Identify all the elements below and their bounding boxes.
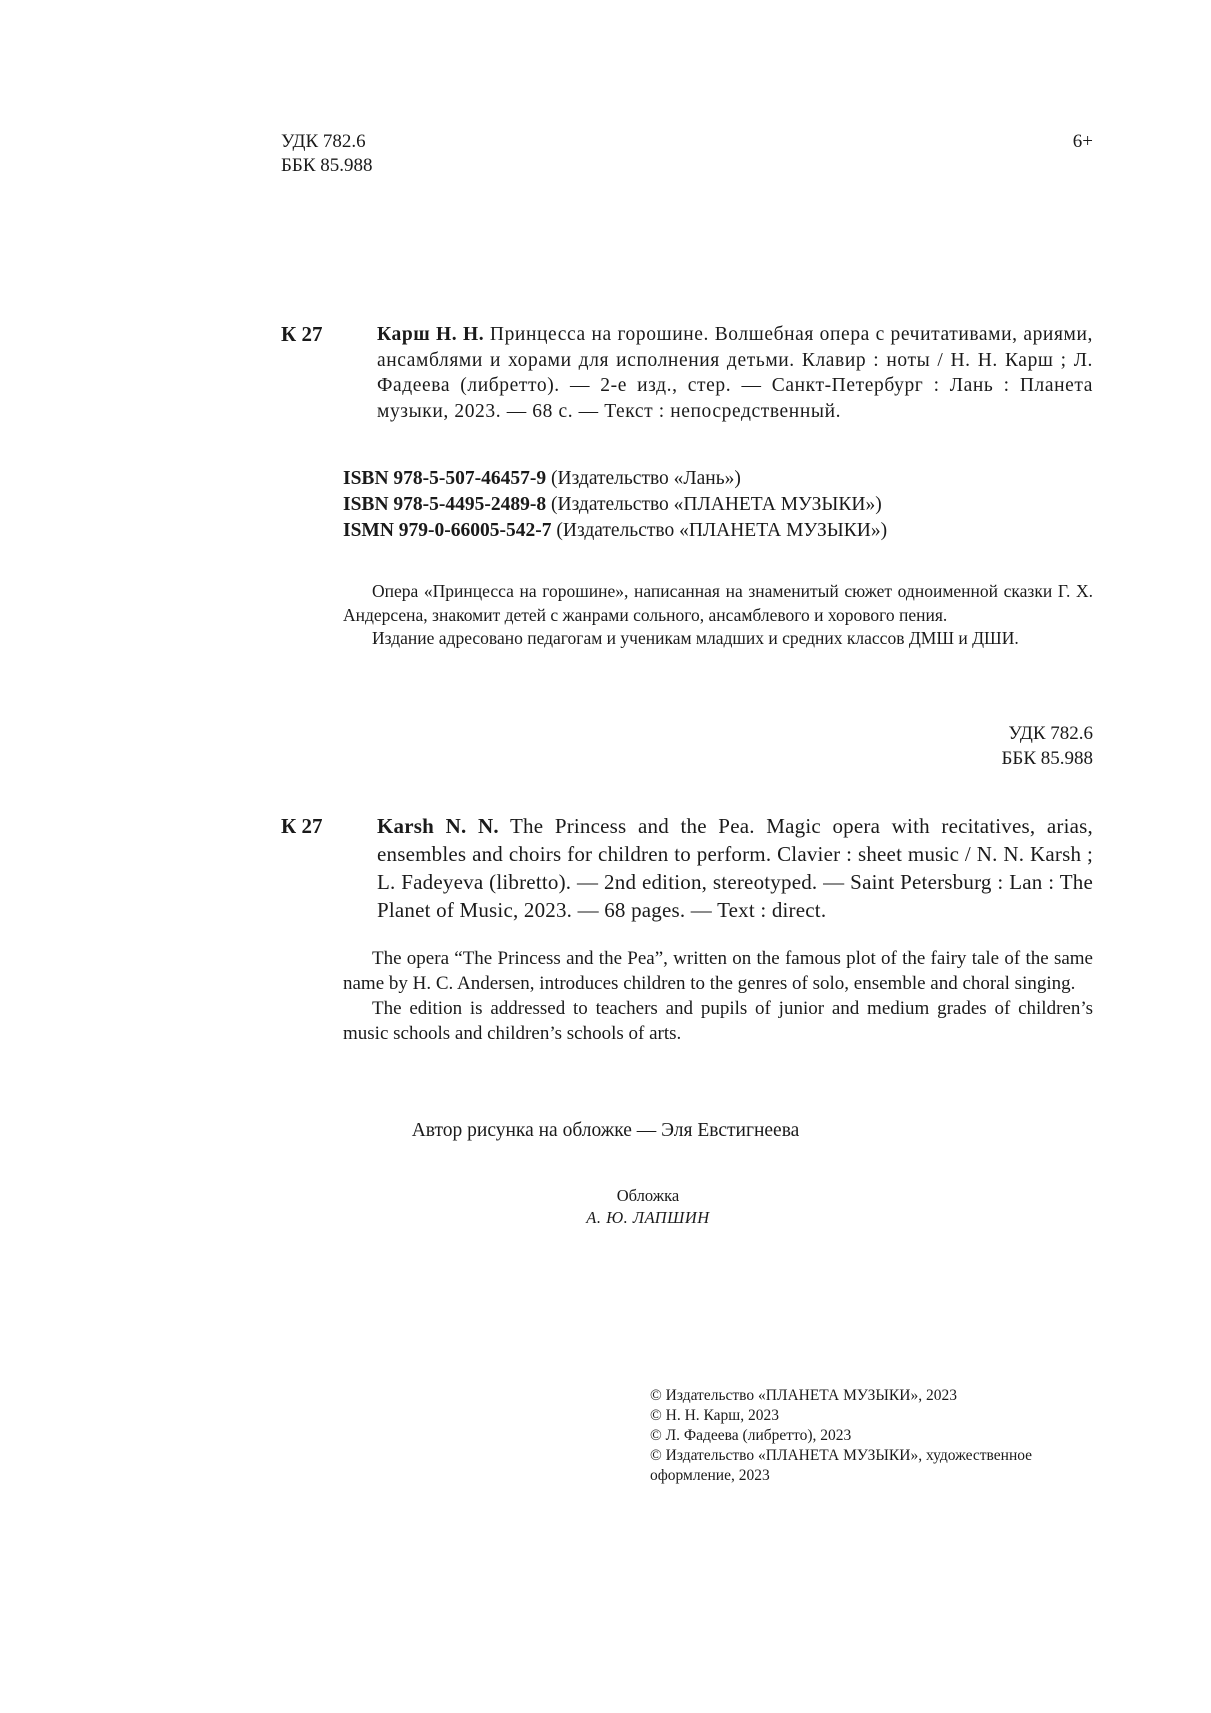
cover-art-credit: Автор рисунка на обложке — Эля Евстигнеева xyxy=(411,1120,800,1141)
cover-design-credit xyxy=(0,1185,1211,1229)
entry-description: The Princess and the Pea. Magic opera with recitatives, arias, ensembles and choirs for children to perform. Clavier : sheet music / N. N. Karsh ; L. Fadeyeva (libretto). — 2nd edition, stereotyped. — Saint Petersburg : Lan : The Planet of Music, 2023. — 68 pages. — Text : direct. xyxy=(377,814,1093,922)
ru-annotation xyxy=(343,580,1093,651)
identifier-line xyxy=(343,492,887,518)
en-bibliographic-entry xyxy=(281,812,1093,924)
isbn-publisher: (Издательство «ПЛАНЕТА МУЗЫКИ») xyxy=(551,494,882,515)
author-mark: К 27 xyxy=(281,814,323,838)
annotation-paragraph: The edition is addressed to teachers and pupils of junior and medium grades of children’s music schools and children’s schools of arts. xyxy=(343,998,1093,1044)
isbn-number: ISBN 978-5-507-46457-9 xyxy=(343,468,547,489)
bbk-code: ББК 85.988 xyxy=(281,155,373,176)
classification-right xyxy=(1002,721,1094,771)
ismn-publisher: (Издательство «ПЛАНЕТА МУЗЫКИ») xyxy=(556,520,888,541)
copyright-line: © Л. Фадеева (либретто), 2023 xyxy=(650,1427,852,1444)
copyright-line: © Издательство «ПЛАНЕТА МУЗЫКИ», художественное оформление, 2023 xyxy=(650,1447,1033,1484)
copyright-block xyxy=(650,1386,1090,1486)
copyright-line: © Издательство «ПЛАНЕТА МУЗЫКИ», 2023 xyxy=(650,1387,957,1404)
annotation-paragraph: Опера «Принцесса на горошине», написанная на знаменитый сюжет одноименной сказки Г. Х. Андерсена, знакомит детей с жанрами сольного, ансамблевого и хорового пения. xyxy=(343,581,1093,625)
identifier-line xyxy=(343,466,887,492)
cover-designer: А. Ю. ЛАПШИН xyxy=(586,1208,710,1227)
identifier-list xyxy=(343,466,887,544)
copyright-line: © Н. Н. Карш, 2023 xyxy=(650,1407,779,1424)
en-annotation xyxy=(343,946,1093,1046)
entry-description: Принцесса на горошине. Волшебная опера с речитативами, ариями, ансамблями и хорами для исполнения детьми. Клавир : ноты / Н. Н. Карш ; Л. Фадеева (либретто). — 2-е изд., стер. — Санкт-Петербург : Лань : Планета музыки, 2023. — 68 с. — Текст : непосредственный. xyxy=(377,324,1093,422)
udk-code: УДК 782.6 xyxy=(1008,723,1093,744)
bbk-code: ББК 85.988 xyxy=(1001,748,1093,769)
identifier-line xyxy=(343,518,887,544)
ru-bibliographic-entry xyxy=(281,322,1093,424)
cover-label: Обложка xyxy=(616,1186,680,1205)
ismn-number: ISMN 979-0-66005-542-7 xyxy=(343,520,552,541)
age-rating: 6+ xyxy=(1072,131,1093,152)
author-mark: К 27 xyxy=(281,322,323,346)
udk-code: УДК 782.6 xyxy=(281,131,366,152)
entry-author: Карш Н. Н. xyxy=(377,324,485,345)
isbn-number: ISBN 978-5-4495-2489-8 xyxy=(343,494,547,515)
isbn-publisher: (Издательство «Лань») xyxy=(551,468,741,489)
annotation-paragraph: Издание адресовано педагогам и ученикам младших и средних классов ДМШ и ДШИ. xyxy=(372,628,1019,648)
annotation-paragraph: The opera “The Princess and the Pea”, written on the famous plot of the fairy tale of the same name by H. C. Andersen, introduces children to the genres of solo, ensemble and choral singing. xyxy=(343,948,1093,994)
entry-author: Karsh N. N. xyxy=(377,814,499,838)
classification-top xyxy=(281,130,373,178)
